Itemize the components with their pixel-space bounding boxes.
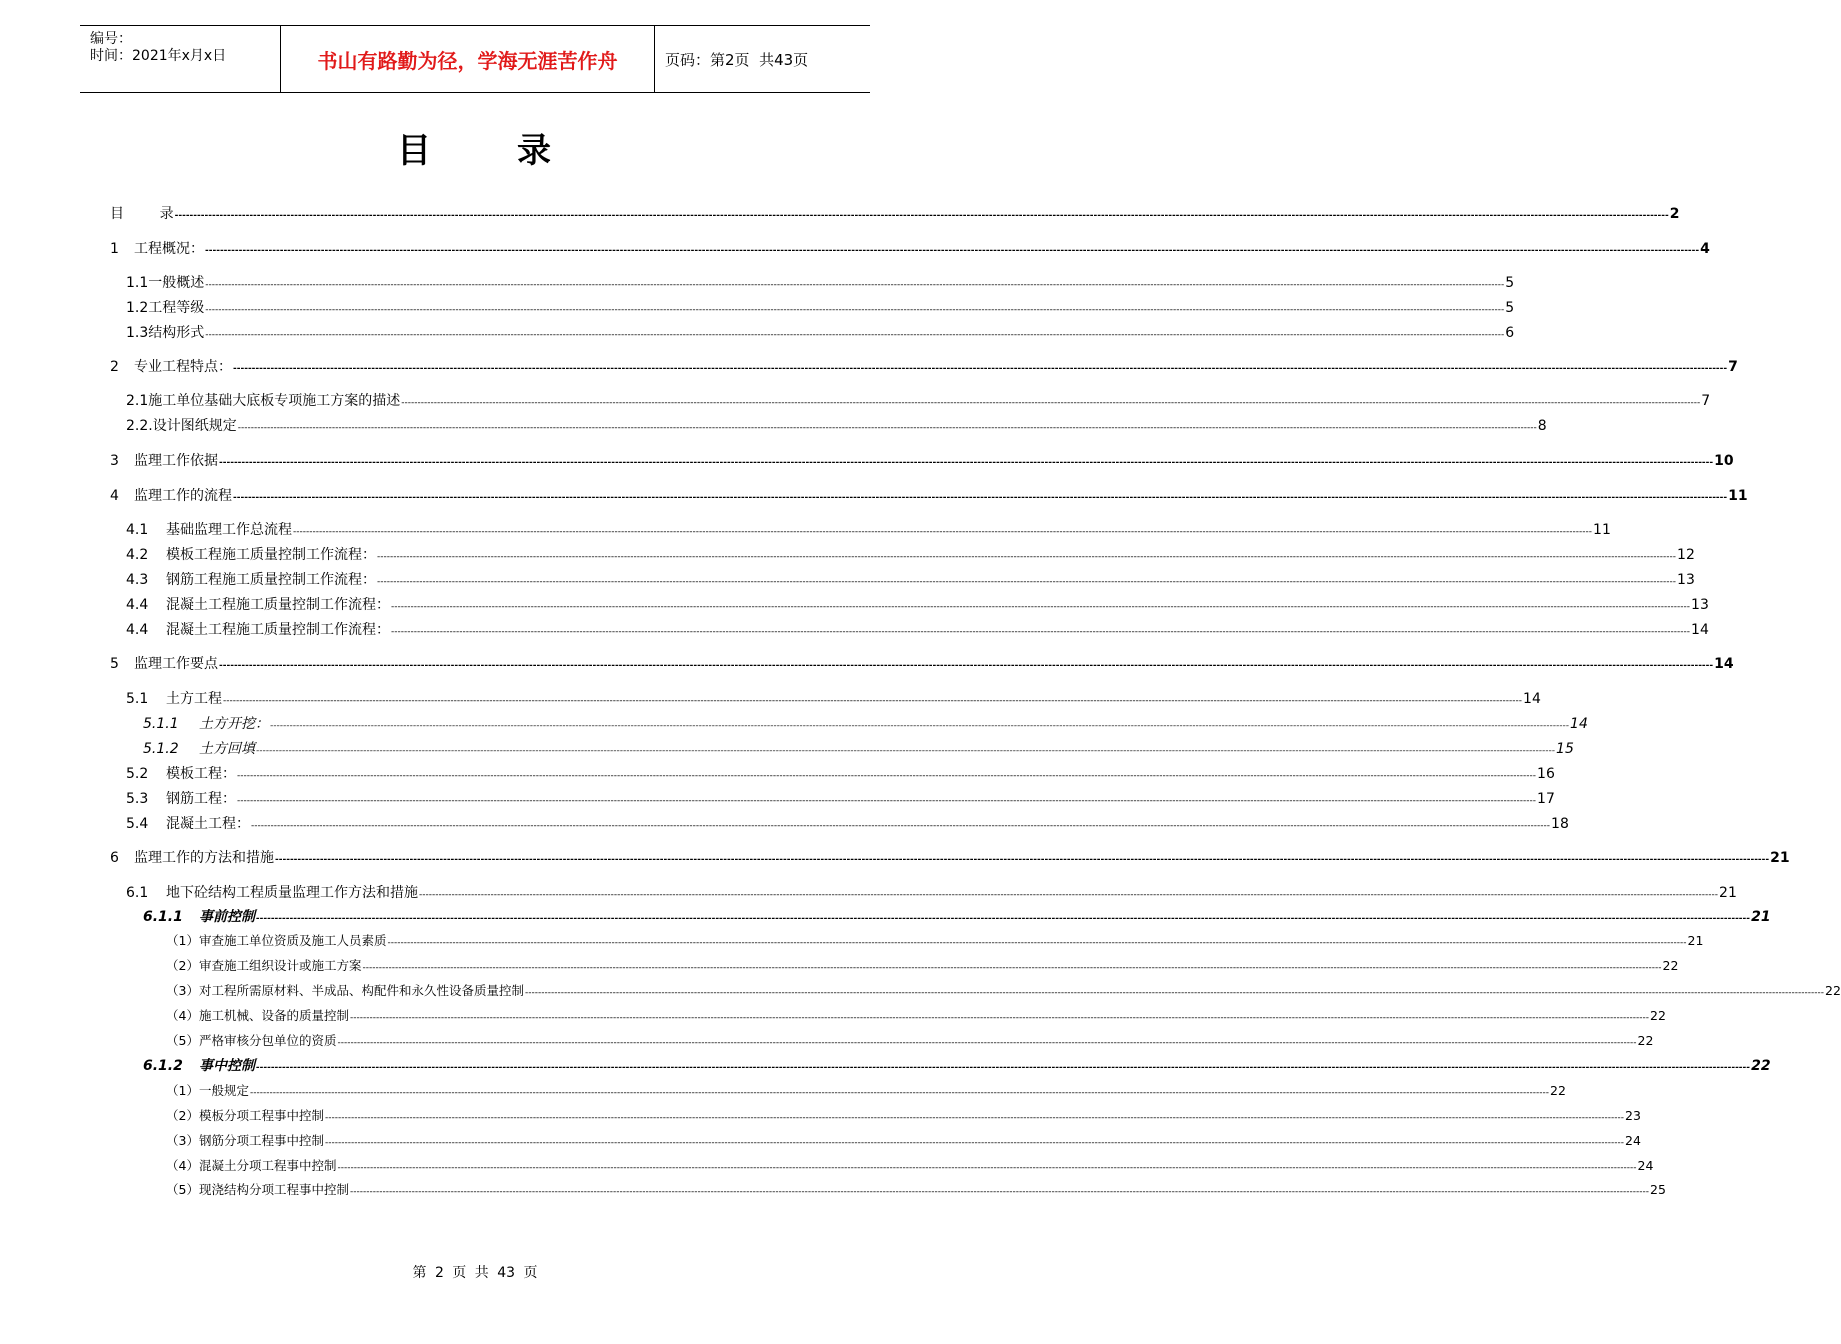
toc-leader: ---------------------------------------------------------------------------------------------------------------------------------------------------------------------------------------------------------------------------------------------------------------------------------------------------------------------------------------------------------------------------------------------------------------- — [349, 1187, 1649, 1197]
toc-page: 22 — [1650, 1008, 1666, 1023]
toc-entry[interactable] — [166, 1031, 1654, 1049]
toc-leader: ---------------------------------------------------------------------------------------------------------------------------------------------------------------------------------------------------------------------------------------------------------------------------------------------------------------------------------------------------------------------------------------------------------------- — [337, 1038, 1637, 1048]
toc-leader: ---------------------------------------------------------------------------------------------------------------------------------------------------------------------------------------------------------------------------------------------------------------------------------------------------------------------------------------------------------------------------------------------------------------- — [391, 627, 1691, 637]
toc-page: 7 — [1701, 393, 1711, 409]
toc-leader: ---------------------------------------------------------------------------------------------------------------------------------------------------------------------------------------------------------------------------------------------------------------------------------------------------------------------------------------------------------------------------------------------------------------- — [219, 458, 1714, 468]
toc-page: 12 — [1677, 547, 1695, 563]
toc-label: （4）混凝土分项工程事中控制 — [166, 1158, 337, 1173]
toc-entry[interactable] — [110, 203, 1680, 223]
toc-label: 4.1 基础监理工作总流程 — [126, 522, 292, 538]
toc-label: （2）审查施工组织设计或施工方案 — [166, 958, 362, 973]
toc-label: 1 工程概况： — [110, 241, 204, 257]
toc-page: 15 — [1556, 741, 1574, 757]
toc-label: 3 监理工作依据 — [110, 453, 218, 469]
toc-page: 13 — [1691, 597, 1709, 613]
toc-page: 22 — [1662, 958, 1679, 973]
header-meta — [80, 26, 281, 92]
toc-leader: ---------------------------------------------------------------------------------------------------------------------------------------------------------------------------------------------------------------------------------------------------------------------------------------------------------------------------------------------------------------------------------------------------------------- — [337, 1163, 1637, 1173]
toc-page: 14 — [1714, 656, 1734, 672]
toc-label: 目 录 — [110, 206, 174, 222]
toc-page: 22 — [1825, 983, 1841, 998]
header-motto: 书山有路勤为径，学海无涯苦作舟 — [281, 26, 655, 92]
toc-entry[interactable] — [110, 450, 1734, 470]
toc-label: （3）钢筋分项工程事中控制 — [166, 1133, 324, 1148]
toc-entry[interactable] — [110, 238, 1710, 258]
toc-page: 17 — [1537, 791, 1555, 807]
toc-leader: ---------------------------------------------------------------------------------------------------------------------------------------------------------------------------------------------------------------------------------------------------------------------------------------------------------------------------------------------------------------------------------------------------------------- — [524, 988, 1824, 998]
toc-leader: ---------------------------------------------------------------------------------------------------------------------------------------------------------------------------------------------------------------------------------------------------------------------------------------------------------------------------------------------------------------------------------------------------------------- — [174, 211, 1669, 221]
toc-entry[interactable] — [126, 297, 1515, 317]
toc-entry[interactable] — [166, 1156, 1654, 1174]
toc-label: 5.4 混凝土工程： — [126, 816, 250, 832]
toc-label: 2.2.设计图纸规定 — [126, 418, 237, 434]
toc-entry[interactable] — [126, 569, 1695, 589]
toc-leader: ---------------------------------------------------------------------------------------------------------------------------------------------------------------------------------------------------------------------------------------------------------------------------------------------------------------------------------------------------------------------------------------------------------------- — [237, 796, 1537, 806]
toc-label: （2）模板分项工程事中控制 — [166, 1108, 324, 1123]
toc-leader: ---------------------------------------------------------------------------------------------------------------------------------------------------------------------------------------------------------------------------------------------------------------------------------------------------------------------------------------------------------------------------------------------------------------- — [256, 746, 1556, 756]
toc-leader: ---------------------------------------------------------------------------------------------------------------------------------------------------------------------------------------------------------------------------------------------------------------------------------------------------------------------------------------------------------------------------------------------------------------- — [387, 938, 1687, 948]
toc-page: 22 — [1637, 1033, 1654, 1048]
toc-entry[interactable] — [110, 356, 1738, 376]
toc-entry[interactable] — [166, 981, 1841, 999]
toc-label: 5 监理工作要点 — [110, 656, 218, 672]
toc-entry[interactable] — [143, 906, 1771, 926]
toc-entry[interactable] — [143, 738, 1574, 758]
toc-leader: ---------------------------------------------------------------------------------------------------------------------------------------------------------------------------------------------------------------------------------------------------------------------------------------------------------------------------------------------------------------------------------------------------------------- — [270, 721, 1570, 731]
toc-label: 4.3 钢筋工程施工质量控制工作流程： — [126, 572, 376, 588]
toc-entry[interactable] — [166, 1006, 1666, 1024]
page-footer: 第 2 页 共 43 页 — [412, 1265, 538, 1281]
toc-label: 2 专业工程特点： — [110, 359, 232, 375]
toc-page: 11 — [1593, 522, 1611, 538]
toc-leader: ---------------------------------------------------------------------------------------------------------------------------------------------------------------------------------------------------------------------------------------------------------------------------------------------------------------------------------------------------------------------------------------------------------------- — [293, 527, 1593, 537]
toc-label: 4 监理工作的流程 — [110, 488, 232, 504]
toc-leader: ---------------------------------------------------------------------------------------------------------------------------------------------------------------------------------------------------------------------------------------------------------------------------------------------------------------------------------------------------------------------------------------------------------------- — [377, 577, 1677, 587]
toc-page: 21 — [1687, 933, 1704, 948]
toc-page: 13 — [1677, 572, 1695, 588]
toc-entry[interactable] — [110, 847, 1790, 867]
toc-entry[interactable] — [126, 415, 1547, 435]
toc-label: 5.1 土方工程 — [126, 691, 222, 707]
toc-entry[interactable] — [126, 272, 1515, 292]
toc-label: 5.3 钢筋工程： — [126, 791, 236, 807]
toc-entry[interactable] — [126, 544, 1695, 564]
toc-entry[interactable] — [126, 882, 1737, 902]
toc-page: 2 — [1669, 206, 1680, 222]
toc-label: 1.2工程等级 — [126, 300, 205, 316]
toc-page: 18 — [1551, 816, 1569, 832]
toc-leader: ---------------------------------------------------------------------------------------------------------------------------------------------------------------------------------------------------------------------------------------------------------------------------------------------------------------------------------------------------------------------------------------------------------------- — [401, 398, 1701, 408]
toc-label: 2.1施工单位基础大底板专项施工方案的描述 — [126, 393, 401, 409]
toc-label: 4.4 混凝土工程施工质量控制工作流程： — [126, 597, 390, 613]
toc-page: 7 — [1728, 359, 1738, 375]
title-char-2: 录 — [517, 131, 553, 171]
toc-leader: ---------------------------------------------------------------------------------------------------------------------------------------------------------------------------------------------------------------------------------------------------------------------------------------------------------------------------------------------------------------------------------------------------------------- — [419, 890, 1719, 900]
toc-leader: ---------------------------------------------------------------------------------------------------------------------------------------------------------------------------------------------------------------------------------------------------------------------------------------------------------------------------------------------------------------------------------------------------------------- — [324, 1113, 1624, 1123]
toc-entry[interactable] — [126, 390, 1711, 410]
toc-page: 10 — [1714, 453, 1734, 469]
toc-entry[interactable] — [126, 594, 1709, 614]
toc-leader: ---------------------------------------------------------------------------------------------------------------------------------------------------------------------------------------------------------------------------------------------------------------------------------------------------------------------------------------------------------------------------------------------------------------- — [256, 1063, 1751, 1073]
toc-page: 24 — [1625, 1133, 1641, 1148]
toc-page: 22 — [1550, 1083, 1566, 1098]
toc-label: 4.4 混凝土工程施工质量控制工作流程： — [126, 622, 390, 638]
toc-page: 5 — [1505, 275, 1515, 291]
toc-entry[interactable] — [126, 322, 1515, 342]
toc-page: 22 — [1751, 1058, 1771, 1074]
toc-label: （4）施工机械、设备的质量控制 — [166, 1008, 349, 1023]
toc-entry[interactable] — [126, 788, 1555, 808]
toc-label: 1.3结构形式 — [126, 325, 205, 341]
toc-label: （3）对工程所需原材料、半成品、构配件和永久性设备质量控制 — [166, 983, 524, 998]
toc-leader: ---------------------------------------------------------------------------------------------------------------------------------------------------------------------------------------------------------------------------------------------------------------------------------------------------------------------------------------------------------------------------------------------------------------- — [349, 1013, 1649, 1023]
toc-leader: ---------------------------------------------------------------------------------------------------------------------------------------------------------------------------------------------------------------------------------------------------------------------------------------------------------------------------------------------------------------------------------------------------------------- — [223, 696, 1523, 706]
toc-leader: ---------------------------------------------------------------------------------------------------------------------------------------------------------------------------------------------------------------------------------------------------------------------------------------------------------------------------------------------------------------------------------------------------------------- — [205, 246, 1700, 256]
toc-leader: ---------------------------------------------------------------------------------------------------------------------------------------------------------------------------------------------------------------------------------------------------------------------------------------------------------------------------------------------------------------------------------------------------------------- — [324, 1138, 1624, 1148]
page-header — [80, 25, 870, 93]
toc-leader: ---------------------------------------------------------------------------------------------------------------------------------------------------------------------------------------------------------------------------------------------------------------------------------------------------------------------------------------------------------------------------------------------------------------- — [275, 855, 1770, 865]
toc-label: （5）严格审核分包单位的资质 — [166, 1033, 337, 1048]
toc-label: 6.1.1 事前控制 — [143, 909, 255, 925]
toc-leader: ---------------------------------------------------------------------------------------------------------------------------------------------------------------------------------------------------------------------------------------------------------------------------------------------------------------------------------------------------------------------------------------------------------------- — [205, 330, 1505, 340]
toc-page: 11 — [1728, 488, 1748, 504]
toc-label: 1.1一般概述 — [126, 275, 205, 291]
toc-label: （5）现浇结构分项工程事中控制 — [166, 1182, 349, 1197]
toc-leader: ---------------------------------------------------------------------------------------------------------------------------------------------------------------------------------------------------------------------------------------------------------------------------------------------------------------------------------------------------------------------------------------------------------------- — [205, 305, 1505, 315]
toc-entry[interactable] — [110, 653, 1734, 673]
toc-entry[interactable] — [143, 713, 1588, 733]
toc-leader: ---------------------------------------------------------------------------------------------------------------------------------------------------------------------------------------------------------------------------------------------------------------------------------------------------------------------------------------------------------------------------------------------------------------- — [237, 771, 1537, 781]
toc-leader: ---------------------------------------------------------------------------------------------------------------------------------------------------------------------------------------------------------------------------------------------------------------------------------------------------------------------------------------------------------------------------------------------------------------- — [256, 914, 1751, 924]
toc-entry[interactable] — [166, 1106, 1641, 1124]
serial-label: 编号： — [90, 31, 132, 47]
title-char-1: 目 — [397, 131, 433, 171]
toc-page: 14 — [1523, 691, 1541, 707]
toc-entry[interactable] — [143, 1055, 1771, 1075]
toc-entry[interactable] — [126, 763, 1555, 783]
toc-page: 14 — [1570, 716, 1588, 732]
toc-page: 21 — [1770, 850, 1790, 866]
toc-leader: ---------------------------------------------------------------------------------------------------------------------------------------------------------------------------------------------------------------------------------------------------------------------------------------------------------------------------------------------------------------------------------------------------------------- — [205, 280, 1505, 290]
toc-entry[interactable] — [126, 688, 1541, 708]
toc-page: 4 — [1700, 241, 1710, 257]
toc-entry[interactable] — [166, 1081, 1566, 1099]
toc-label: 6.1.2 事中控制 — [143, 1058, 255, 1074]
toc-page: 8 — [1537, 418, 1547, 434]
toc-leader: ---------------------------------------------------------------------------------------------------------------------------------------------------------------------------------------------------------------------------------------------------------------------------------------------------------------------------------------------------------------------------------------------------------------- — [233, 493, 1728, 503]
toc-entry[interactable] — [166, 931, 1704, 949]
toc-entry[interactable] — [126, 813, 1569, 833]
toc-page: 25 — [1650, 1182, 1666, 1197]
toc-leader: ---------------------------------------------------------------------------------------------------------------------------------------------------------------------------------------------------------------------------------------------------------------------------------------------------------------------------------------------------------------------------------------------------------------- — [233, 364, 1728, 374]
toc-page: 21 — [1719, 885, 1737, 901]
toc-page: 5 — [1505, 300, 1515, 316]
time-label: 时间：2021年x月x日 — [90, 48, 227, 64]
page-info-text: 页码：第2页 共43页 — [665, 50, 809, 69]
toc-leader: ---------------------------------------------------------------------------------------------------------------------------------------------------------------------------------------------------------------------------------------------------------------------------------------------------------------------------------------------------------------------------------------------------------------- — [219, 661, 1714, 671]
page-title — [0, 123, 950, 172]
toc-label: （1）一般规定 — [166, 1083, 249, 1098]
toc-leader: ---------------------------------------------------------------------------------------------------------------------------------------------------------------------------------------------------------------------------------------------------------------------------------------------------------------------------------------------------------------------------------------------------------------- — [251, 821, 1551, 831]
toc-entry[interactable] — [166, 1180, 1666, 1198]
header-page-info — [655, 26, 870, 92]
toc-page: 14 — [1691, 622, 1709, 638]
toc-label: 6.1 地下砼结构工程质量监理工作方法和措施 — [126, 885, 418, 901]
toc-page: 24 — [1637, 1158, 1654, 1173]
toc-page: 16 — [1537, 766, 1555, 782]
toc-label: 6 监理工作的方法和措施 — [110, 850, 274, 866]
toc-leader: ---------------------------------------------------------------------------------------------------------------------------------------------------------------------------------------------------------------------------------------------------------------------------------------------------------------------------------------------------------------------------------------------------------------- — [391, 602, 1691, 612]
toc-page: 21 — [1751, 909, 1771, 925]
toc-page: 23 — [1625, 1108, 1641, 1123]
toc-label: 5.2 模板工程： — [126, 766, 236, 782]
toc-leader: ---------------------------------------------------------------------------------------------------------------------------------------------------------------------------------------------------------------------------------------------------------------------------------------------------------------------------------------------------------------------------------------------------------------- — [377, 552, 1677, 562]
toc-page: 6 — [1505, 325, 1515, 341]
toc-entry[interactable] — [126, 619, 1709, 639]
toc-leader: ---------------------------------------------------------------------------------------------------------------------------------------------------------------------------------------------------------------------------------------------------------------------------------------------------------------------------------------------------------------------------------------------------------------- — [237, 423, 1537, 433]
toc-entry[interactable] — [166, 956, 1679, 974]
toc-entry[interactable] — [126, 519, 1611, 539]
toc-label: （1）审查施工单位资质及施工人员素质 — [166, 933, 387, 948]
toc-entry[interactable] — [166, 1131, 1641, 1149]
toc-leader: ---------------------------------------------------------------------------------------------------------------------------------------------------------------------------------------------------------------------------------------------------------------------------------------------------------------------------------------------------------------------------------------------------------------- — [249, 1088, 1549, 1098]
toc-leader: ---------------------------------------------------------------------------------------------------------------------------------------------------------------------------------------------------------------------------------------------------------------------------------------------------------------------------------------------------------------------------------------------------------------- — [362, 963, 1662, 973]
toc-label: 5.1.1 土方开挖： — [143, 716, 269, 732]
toc-entry[interactable] — [110, 485, 1748, 505]
toc-label: 5.1.2 土方回填 — [143, 741, 255, 757]
toc-label: 4.2 模板工程施工质量控制工作流程： — [126, 547, 376, 563]
